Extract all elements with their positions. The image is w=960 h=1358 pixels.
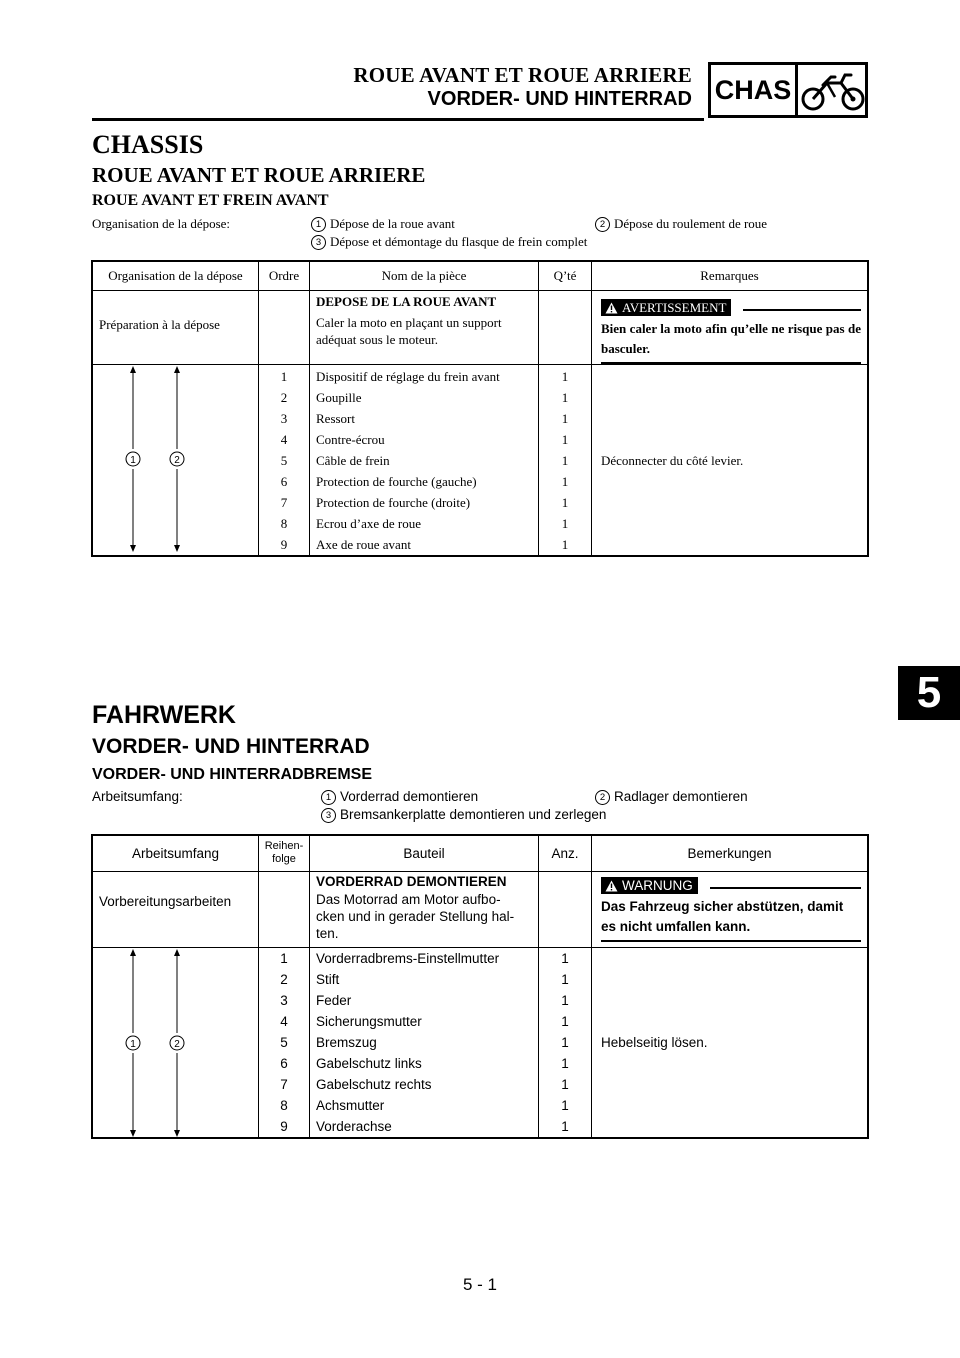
de-col-header: Reihen- folge [259,835,310,871]
de-org-label: Arbeitsumfang: [92,789,183,804]
fr-marker-1: 1 [130,454,136,466]
de-prep-label: Vorbereitungsarbeiten [92,871,259,947]
fr-col-header: Organisation de la dépose [92,261,259,290]
de-org-item-1: 1 Vorderrad demontieren [321,789,478,805]
de-marker-1: 1 [130,1038,136,1050]
de-section-title: VORDER- UND HINTERRAD [92,735,370,758]
de-subsection-title: VORDER- UND HINTERRADBREMSE [92,766,373,783]
fr-col-header: Nom de la pièce [310,261,539,290]
fr-section-title: ROUE AVANT ET ROUE ARRIERE [92,163,426,187]
fr-prep-cell [310,290,539,364]
fr-warning-badge: AVERTISSEMENT [601,299,731,316]
fr-org-item-3: 3 Dépose et démontage du flasque de frein complet [311,234,587,250]
section-code: CHAS [711,65,798,115]
fr-order-column: 1 2 3 4 5 6 7 8 9 [259,364,310,556]
fr-warning-box [592,290,869,364]
de-prep-cell [310,871,539,947]
fr-qty-column: 1 1 1 1 1 1 1 1 1 [539,364,592,556]
de-col-header: Anz. [539,835,592,871]
fr-procedure-table [91,260,869,557]
de-marker-2: 2 [174,1038,180,1050]
fr-subsection-title: ROUE AVANT ET FREIN AVANT [92,192,329,209]
fr-org-label: Organisation de la dépose: [92,216,231,231]
de-prep-title: VORDERRAD DEMONTIEREN [316,873,507,889]
de-col-header: Bemerkungen [592,835,869,871]
de-order-column: 1 2 3 4 5 6 7 8 9 [259,947,310,1138]
de-col-header: Bauteil [310,835,539,871]
de-prep-text: Das Motorrad am Motor aufbo- cken und in gerader Stellung hal- ten. [316,891,515,941]
fr-prep-label: Préparation à la dépose [92,290,259,364]
motorcycle-icon [801,71,865,113]
warning-icon [605,302,618,314]
de-procedure-table [91,834,869,1139]
de-remarks-column: Hebelseitig lösen. [592,947,869,1138]
de-col-header: Arbeitsumfang [92,835,259,871]
de-warning-text: Das Fahrzeug sicher abstützen, damit es nicht umfallen kann. [601,898,844,934]
de-warning-box [592,871,869,947]
fr-range-arrows [93,365,258,553]
de-warning-badge: WARNUNG [601,877,698,894]
fr-marker-cell [92,364,259,556]
warning-icon [605,880,618,892]
de-part-name-column: Vorderradbrems-Einstellmutter Stift Feder Sicherungsmutter Bremszug Gabelschutz links Gabelschutz rechts Achsmutter Vorderachse [310,947,539,1138]
de-marker-cell [92,947,259,1138]
fr-org-item-1: 1 Dépose de la roue avant [311,216,455,232]
fr-col-header: Ordre [259,261,310,290]
fr-marker-2: 2 [174,454,180,466]
section-badge [708,62,868,118]
fr-part-name-column: Dispositif de réglage du frein avant Goupille Ressort Contre-écrou Câble de frein Protection de fourche (gauche) Protection de fourche (droite) Ecrou d’axe de roue Axe de roue avant [310,364,539,556]
fr-warning-text: Bien caler la moto afin qu’elle ne risque pas de basculer. [601,320,861,356]
de-chapter-title: FAHRWERK [92,701,236,729]
header-title-fr: ROUE AVANT ET ROUE ARRIERE [353,63,692,87]
fr-prep-title: DEPOSE DE LA ROUE AVANT [316,293,497,309]
fr-col-header: Q’té [539,261,592,290]
de-org-item-3: 3 Bremsankerplatte demontieren und zerlegen [321,807,606,823]
de-org-item-2: 2 Radlager demontieren [595,789,748,805]
fr-prep-text: Caler la moto en plaçant un support adéquat sous le moteur. [316,314,502,347]
fr-chapter-title: CHASSIS [92,130,204,159]
de-range-arrows [93,948,258,1138]
chapter-tab: 5 [898,666,960,720]
fr-org-item-2: 2 Dépose du roulement de roue [595,216,767,232]
fr-remarks-column: Déconnecter du côté levier. [592,364,869,556]
fr-col-header: Remarques [592,261,869,290]
header-title-de: VORDER- UND HINTERRAD [427,88,692,110]
page-number: 5 - 1 [462,1275,498,1294]
de-qty-column: 1 1 1 1 1 1 1 1 1 [539,947,592,1138]
header-rule [92,118,704,121]
